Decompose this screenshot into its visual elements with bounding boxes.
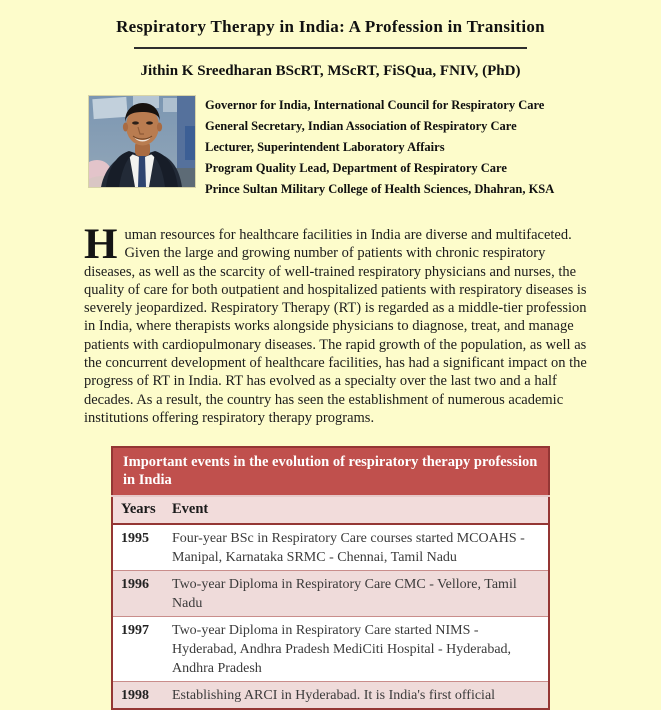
table-title-row: [112, 447, 549, 496]
article-body-text: uman resources for healthcare facilities in India are diverse and multifaceted. Given the large and growing number of patients with chronic respiratory diseases, as well as the scarcity of well-trained respiratory physicians and nurses, the quality of care for both outpatient and hospitalized patients with respiratory diseases is severely jeopardized. Respiratory Therapy (RT) is regarded as a middle-tier profession in India, where therapists works alongside physicians to diagnose, treat, and manage patients with cardiopulmonary diseases. The rapid growth of the population, as well as the concurrent development of healthcare facilities, has had a significant impact on the progress of RT in India. RT has evolved as a specialty over the last two and a half decades. As a result, the country has seen the establishment of numerous academic institutions offering respiratory therapy programs.: [84, 227, 587, 426]
article-paragraph: [84, 221, 588, 427]
credential-line: General Secretary, Indian Association of Respiratory Care: [205, 119, 517, 133]
profile-section: [88, 95, 661, 200]
table-row: [112, 682, 549, 710]
year-cell: 1997: [121, 623, 149, 639]
page-title: Respiratory Therapy in India: A Profession in Transition: [116, 17, 545, 36]
table-row: [112, 571, 549, 617]
event-cell: Two-year Diploma in Respiratory Care CMC - Vellore, Tamil Nadu: [172, 577, 517, 612]
portrait-photo: [88, 95, 196, 188]
event-cell: Two-year Diploma in Respiratory Care started NIMS - Hyderabad, Andhra Pradesh MediCiti Hospital - Hyderabad, Andhra Pradesh: [172, 623, 512, 677]
title-divider: [134, 47, 527, 49]
author-name: Jithin K Sreedharan BScRT, MScRT, FiSQua, FNIV, (PhD): [140, 63, 521, 79]
events-table: [111, 446, 550, 710]
table-row: [112, 524, 549, 571]
year-cell: 1998: [121, 688, 149, 704]
column-header-years: Years: [112, 496, 164, 524]
year-cell: 1996: [121, 577, 149, 593]
page-root: [0, 17, 661, 704]
credential-line: Prince Sultan Military College of Health Sciences, Dhahran, KSA: [205, 182, 555, 196]
table-row: [112, 617, 549, 682]
table-column-header-row: [112, 496, 549, 524]
event-cell: Establishing ARCI in Hyderabad. It is India's first official: [172, 688, 496, 704]
table-caption: Important events in the evolution of respiratory therapy profession in India: [112, 447, 549, 496]
credential-line: Governor for India, International Council for Respiratory Care: [205, 98, 545, 112]
event-cell: Four-year BSc in Respiratory Care courses started MCOAHS - Manipal, Karnataka SRMC - Chennai, Tamil Nadu: [172, 531, 525, 566]
portrait-photo-illustration: [89, 96, 195, 187]
drop-cap: H: [84, 221, 118, 268]
credential-line: Program Quality Lead, Department of Respiratory Care: [205, 161, 507, 175]
credentials-list: [205, 95, 554, 200]
column-header-event: Event: [164, 496, 549, 524]
credential-line: Lecturer, Superintendent Laboratory Affairs: [205, 140, 445, 154]
year-cell: 1995: [121, 531, 149, 547]
